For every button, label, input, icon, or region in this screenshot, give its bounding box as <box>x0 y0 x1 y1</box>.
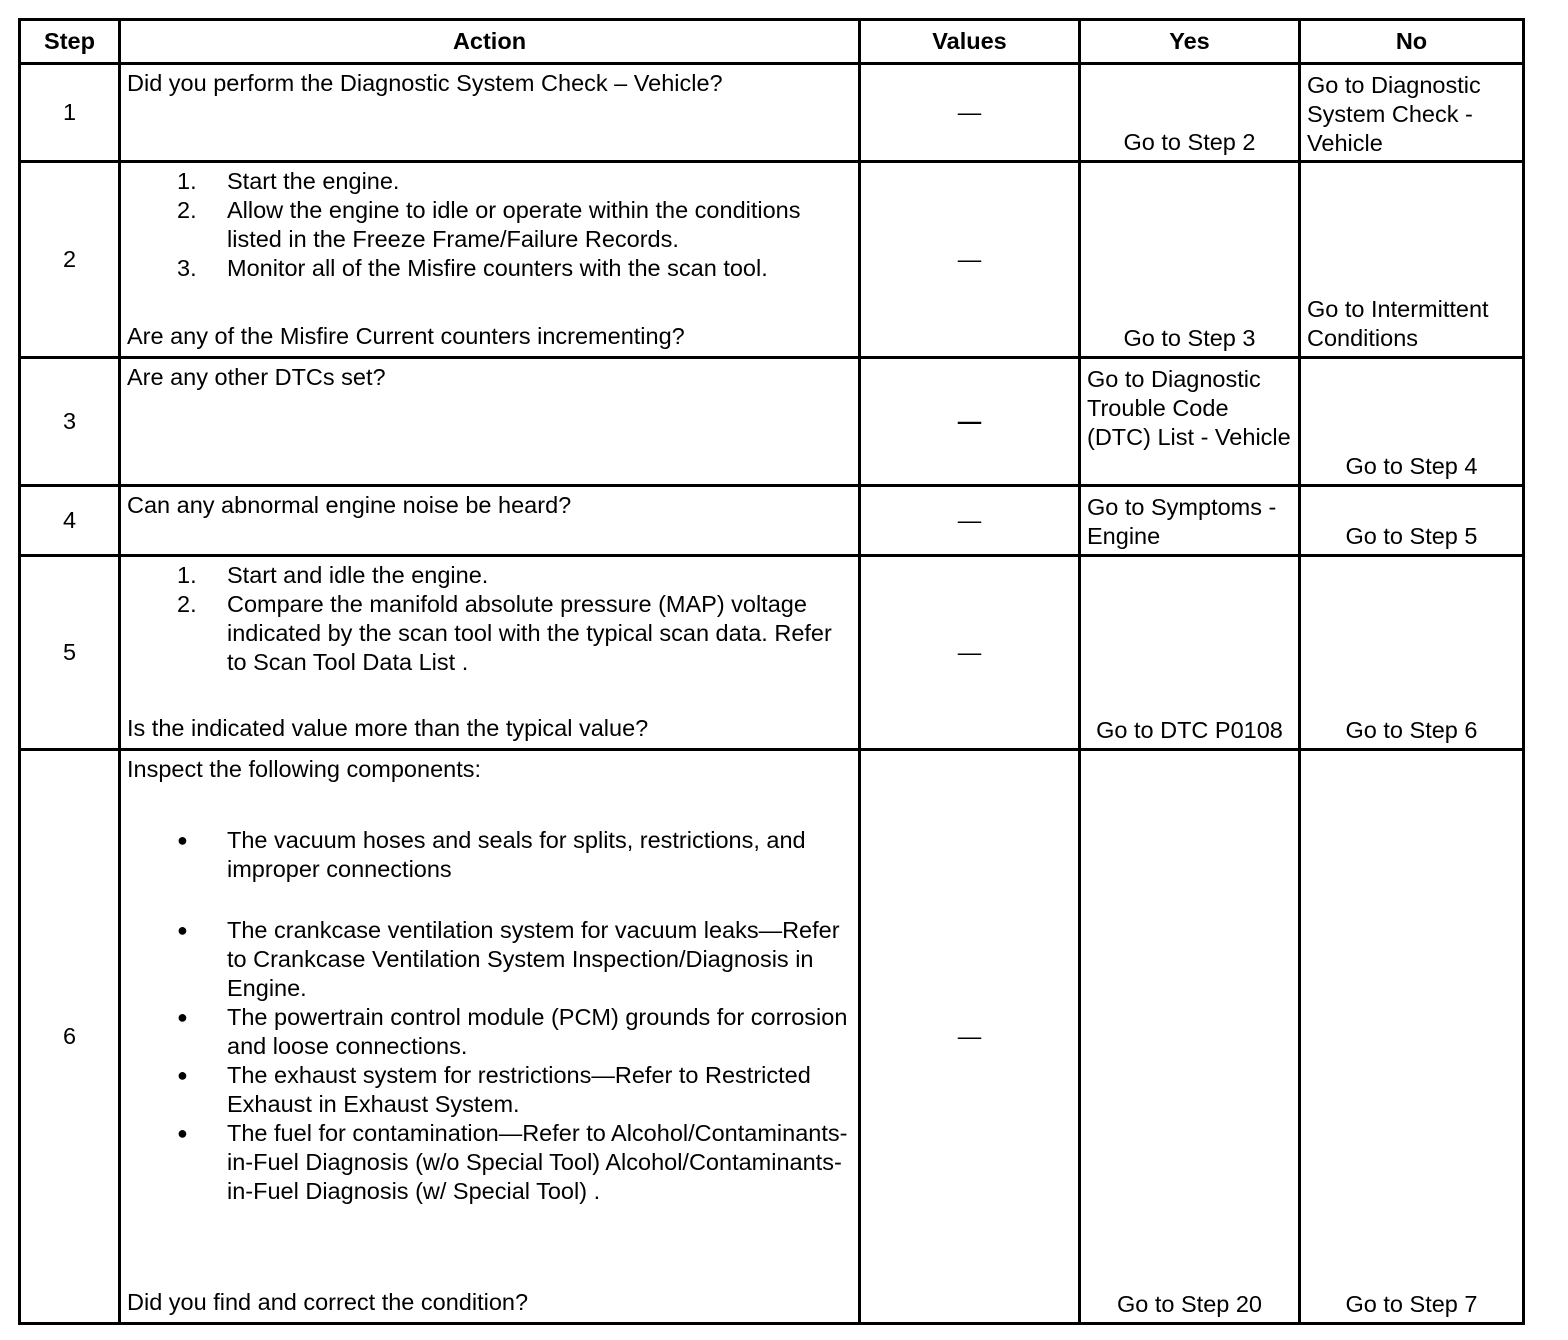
bullet-icon: ● <box>177 830 188 850</box>
bullet-icon: ● <box>177 1007 188 1027</box>
list-item: 1. Start the engine. <box>177 168 400 194</box>
yes-cell <box>1080 750 1300 1324</box>
action-cell <box>120 750 860 1324</box>
table-row <box>20 750 1524 1324</box>
action-question: Is the indicated value more than the typical value? <box>127 715 649 741</box>
header-yes: Yes <box>1080 20 1300 64</box>
list-item: ● The fuel for contamination—Refer to Alcohol/Contaminants-in-Fuel Diagnosis (w/o Special Tool) Alcohol/Contaminants-in-Fuel Diagnosis (w/ Special Tool) . <box>127 1119 852 1206</box>
action-cell <box>120 64 860 162</box>
no-link[interactable]: Go to Diagnostic System Check - Vehicle <box>1307 71 1481 156</box>
yes-link[interactable]: Go to Step 2 <box>1123 128 1256 155</box>
step-number: 1 <box>20 64 120 162</box>
list-item: ● The vacuum hoses and seals for splits, restrictions, and improper connections <box>127 826 852 884</box>
no-cell <box>1300 358 1524 486</box>
table-row <box>20 358 1524 486</box>
value-cell: — <box>860 486 1080 556</box>
header-step: Step <box>20 20 120 64</box>
step-number: 6 <box>20 750 120 1324</box>
action-question: Did you perform the Diagnostic System Check – Vehicle? <box>127 70 723 96</box>
yes-cell <box>1080 556 1300 750</box>
list-item: ● The powertrain control module (PCM) grounds for corrosion and loose connections. <box>127 1003 852 1061</box>
yes-cell <box>1080 358 1300 486</box>
value-cell: — <box>860 162 1080 358</box>
step-number: 5 <box>20 556 120 750</box>
action-cell <box>120 358 860 486</box>
yes-link[interactable]: Go to DTC P0108 <box>1096 716 1283 743</box>
list-item: 2. Allow the engine to idle or operate within the conditions listed in the Freeze Frame/Failure Records. <box>177 197 801 252</box>
yes-cell <box>1080 486 1300 556</box>
no-cell <box>1300 750 1524 1324</box>
action-cell <box>120 162 860 358</box>
list-item: 3. Monitor all of the Misfire counters with the scan tool. <box>177 255 768 281</box>
action-question: Can any abnormal engine noise be heard? <box>127 492 572 518</box>
no-cell <box>1300 486 1524 556</box>
yes-link[interactable]: Go to Step 20 <box>1116 1290 1263 1317</box>
list-item: ● The crankcase ventilation system for vacuum leaks—Refer to Crankcase Ventilation System Inspection/Diagnosis in Engine. <box>127 916 852 1003</box>
no-link[interactable]: Go to Step 4 <box>1345 452 1478 479</box>
list-item: ● The exhaust system for restrictions—Refer to Restricted Exhaust in Exhaust System. <box>127 1061 852 1119</box>
table-row <box>20 64 1524 162</box>
no-cell <box>1300 556 1524 750</box>
no-link[interactable]: Go to Step 6 <box>1345 716 1478 743</box>
list-item: 2. Compare the manifold absolute pressure (MAP) voltage indicated by the scan tool with the typical scan data. Refer to Scan Tool Data List . <box>177 591 832 675</box>
no-cell <box>1300 162 1524 358</box>
no-cell <box>1300 64 1524 162</box>
action-question: Did you find and correct the condition? <box>127 1289 529 1315</box>
action-question: Are any of the Misfire Current counters incrementing? <box>127 323 685 349</box>
yes-link[interactable]: Go to Diagnostic Trouble Code (DTC) List - Vehicle <box>1087 365 1291 450</box>
header-values: Values <box>860 20 1080 64</box>
value-cell: — <box>860 358 1080 486</box>
value-cell: — <box>860 750 1080 1324</box>
yes-link[interactable]: Go to Step 3 <box>1123 324 1256 351</box>
bullet-icon: ● <box>177 1065 188 1085</box>
action-intro: Inspect the following components: <box>127 756 482 782</box>
yes-cell <box>1080 162 1300 358</box>
no-link[interactable]: Go to Intermittent Conditions <box>1307 295 1489 351</box>
action-cell <box>120 556 860 750</box>
header-action: Action <box>120 20 860 64</box>
value-cell: — <box>860 556 1080 750</box>
step-number: 2 <box>20 162 120 358</box>
header-no: No <box>1300 20 1524 64</box>
list-item: 1. Start and idle the engine. <box>177 562 489 588</box>
value-cell: — <box>860 64 1080 162</box>
no-link[interactable]: Go to Step 7 <box>1345 1290 1478 1317</box>
step-number: 4 <box>20 486 120 556</box>
diagnostic-table <box>18 18 1525 1325</box>
yes-link[interactable]: Go to Symptoms - Engine <box>1087 493 1277 549</box>
action-cell <box>120 486 860 556</box>
header-row <box>20 20 1524 64</box>
action-question: Are any other DTCs set? <box>127 364 386 390</box>
no-link[interactable]: Go to Step 5 <box>1345 522 1478 549</box>
bullet-icon: ● <box>177 920 188 940</box>
yes-cell <box>1080 64 1300 162</box>
table-row <box>20 162 1524 358</box>
bullet-icon: ● <box>177 1123 188 1143</box>
table-row <box>20 556 1524 750</box>
step-number: 3 <box>20 358 120 486</box>
table-row <box>20 486 1524 556</box>
